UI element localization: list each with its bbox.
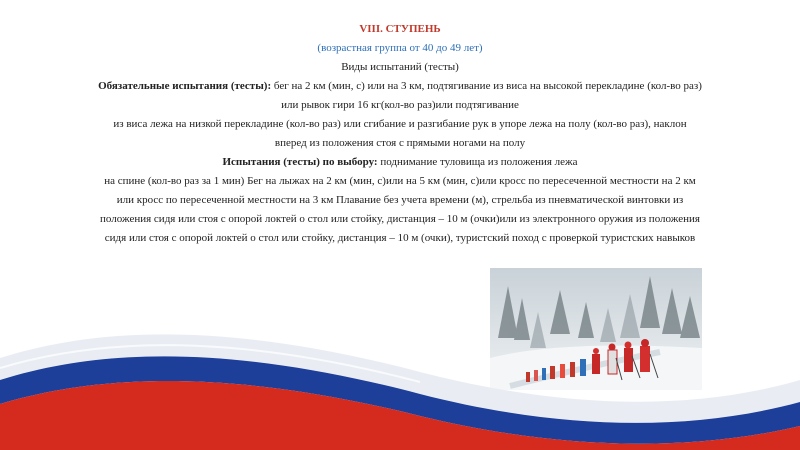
mandatory-text-1: бег на 2 км (мин, с) или на 3 км, подтягивание из виса на высокой перекладине (кол-во раз): [271, 80, 702, 92]
mandatory-label: Обязательные испытания (тесты):: [98, 80, 272, 92]
skiers-photo: [490, 268, 702, 390]
optional-line-4: положения сидя или стоя с опорой локтей о стол или стойку, дистанция – 10 м (очки)или из электронного оружия из положения: [100, 213, 700, 225]
optional-text-1: поднимание туловища из положения лежа: [377, 156, 578, 168]
mandatory-line-4: вперед из положения стоя с прямыми ногами на полу: [274, 137, 526, 149]
mandatory-line-2: или рывок гири 16 кг(кол-во раз)или подтягивание: [281, 99, 519, 111]
test-types-title: Виды испытаний (тесты): [341, 61, 459, 73]
mandatory-line-1: [18, 77, 782, 96]
mandatory-line-3: из виса лежа на низкой перекладине (кол-во раз) или сгибание и разгибание рук в упоре лежа на полу (кол-во раз), наклон: [113, 118, 687, 130]
optional-line-5: сидя или стоя с опорой локтей о стол или стойку, дистанция – 10 м (очки), туристский поход с проверкой туристских навыков: [104, 232, 696, 244]
stage-heading: VIII. СТУПЕНЬ: [359, 23, 441, 35]
age-group: (возрастная группа от 40 до 49 лет): [317, 42, 483, 54]
optional-label: Испытания (тесты) по выбору:: [222, 156, 378, 168]
skiers-photo-art: [490, 268, 702, 390]
optional-line-2: на спине (кол-во раз за 1 мин) Бег на лыжах на 2 км (мин, с)или на 5 км (мин, с)или кросс по пересеченной местности на 2 км: [104, 175, 696, 187]
optional-line-3: или кросс по пересеченной местности на 3 км Плавание без учета времени (м), стрельба из пневматической винтовки из: [116, 194, 684, 206]
optional-line-1: [18, 153, 782, 172]
slide-text: [18, 20, 782, 248]
